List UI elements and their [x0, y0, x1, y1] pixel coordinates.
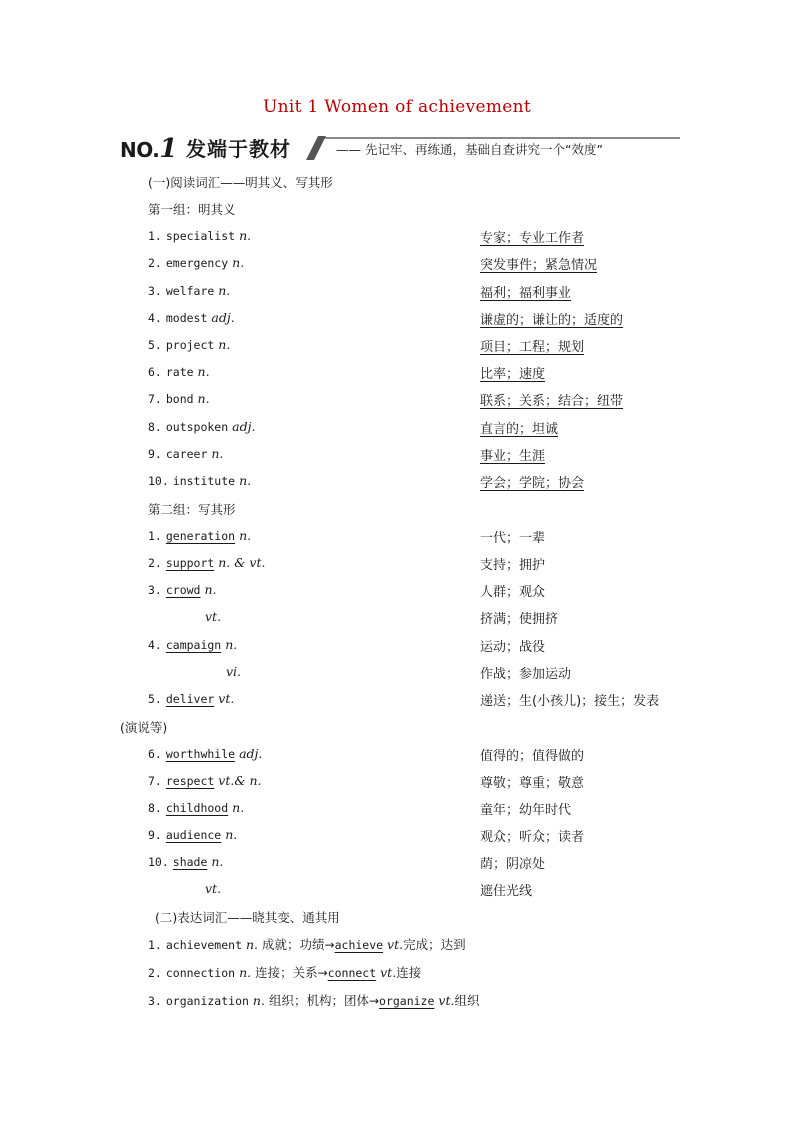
vocab-row: 9. career n. — [148, 446, 224, 461]
derivation-row: 2. connection n. 连接；关系→connect vt.连接 — [148, 965, 422, 980]
vocab-row: 5. deliver vt. — [148, 691, 235, 706]
vocab-row: 3. crowd n. — [148, 582, 217, 597]
page-title: Unit 1 Women of achievement — [262, 97, 531, 117]
vocab-meaning: 人群；观众 — [480, 585, 546, 600]
vocab-row: 4. modest adj. — [148, 310, 235, 325]
vocab-row: 2. emergency n. — [148, 255, 245, 270]
vocab-meaning: 观众；听众；读者 — [480, 830, 585, 845]
subsection-heading: (一)阅读词汇——明其义、写其形 — [148, 175, 333, 190]
group-title: 第一组：明其义 — [148, 202, 236, 217]
section-subtitle: —— 先记牢、再练通，基础自查讲究一个“效度” — [336, 142, 603, 157]
derivation-row: 1. achievement n. 成就；功绩→achieve vt.完成；达到 — [148, 937, 466, 952]
vocab-meaning: 遮住光线 — [480, 884, 533, 899]
vocab-row: 2. support n. & vt. — [148, 555, 266, 570]
vocab-meaning: 支持；拥护 — [480, 558, 546, 573]
vocab-meaning: 直言的；坦诚 — [480, 422, 559, 437]
arrow-right-icon: → — [317, 966, 328, 980]
vocab-row: 6. worthwhile adj. — [148, 746, 263, 761]
vocab-meaning: 突发事件；紧急情况 — [480, 258, 598, 273]
vocab-row: 10. institute n. — [148, 473, 252, 488]
vocab-row: 7. bond n. — [148, 391, 210, 406]
vocab-meaning: 福利；福利事业 — [480, 286, 572, 301]
section-heading: 发端于教材 — [186, 137, 291, 161]
vocab-row: 7. respect vt.& n. — [148, 773, 262, 788]
subsection-heading: (二)表达词汇——晓其变、通其用 — [155, 910, 340, 925]
derivation-row: 3. organization n. 组织；机构；团体→organize vt.组织 — [148, 993, 480, 1008]
vocab-meaning: 运动；战役 — [480, 640, 546, 655]
vocab-row-continued: vt. — [205, 881, 222, 896]
vocab-row-continued: vi. — [226, 664, 242, 679]
vocab-meaning: 作战；参加运动 — [480, 667, 572, 682]
vocab-meaning: 值得的；值得做的 — [480, 749, 585, 764]
banner-rule — [325, 137, 680, 139]
vocab-meaning: 谦虚的；谦让的；适度的 — [480, 313, 624, 328]
vocab-row: 6. rate n. — [148, 364, 210, 379]
vocab-meaning: 一代；一辈 — [480, 531, 546, 546]
vocab-meaning-continued: (演说等) — [120, 720, 168, 735]
vocab-meaning: 童年；幼年时代 — [480, 803, 572, 818]
section-number: NO.1 — [120, 134, 177, 164]
slash-decoration-icon — [306, 136, 326, 160]
group-title: 第二组：写其形 — [148, 502, 236, 517]
vocab-meaning: 挤满；使拥挤 — [480, 612, 559, 627]
vocab-row: 4. campaign n. — [148, 637, 238, 652]
vocab-meaning: 荫；阴凉处 — [480, 857, 546, 872]
vocab-meaning: 项目；工程；规划 — [480, 340, 585, 355]
vocab-meaning: 比率；速度 — [480, 367, 546, 382]
vocab-row: 5. project n. — [148, 337, 231, 352]
vocab-row: 8. outspoken adj. — [148, 419, 256, 434]
vocab-meaning: 尊敬；尊重；敬意 — [480, 776, 585, 791]
vocab-meaning: 学会；学院；协会 — [480, 476, 585, 491]
vocab-row: 3. welfare n. — [148, 283, 231, 298]
vocab-meaning: 专家；专业工作者 — [480, 231, 585, 246]
vocab-row: 10. shade n. — [148, 854, 224, 869]
vocab-row-continued: vt. — [205, 609, 222, 624]
vocab-row: 8. childhood n. — [148, 800, 245, 815]
vocab-row: 1. generation n. — [148, 528, 252, 543]
vocab-meaning: 联系；关系；结合；纽带 — [480, 394, 624, 409]
vocab-row: 1. specialist n. — [148, 228, 252, 243]
vocab-meaning: 事业；生涯 — [480, 449, 546, 464]
arrow-right-icon: → — [368, 994, 380, 1008]
vocab-row: 9. audience n. — [148, 827, 238, 842]
arrow-right-icon: → — [324, 938, 335, 952]
section-banner — [120, 130, 680, 162]
vocab-meaning: 递送；生(小孩儿)；接生；发表 — [480, 694, 660, 709]
